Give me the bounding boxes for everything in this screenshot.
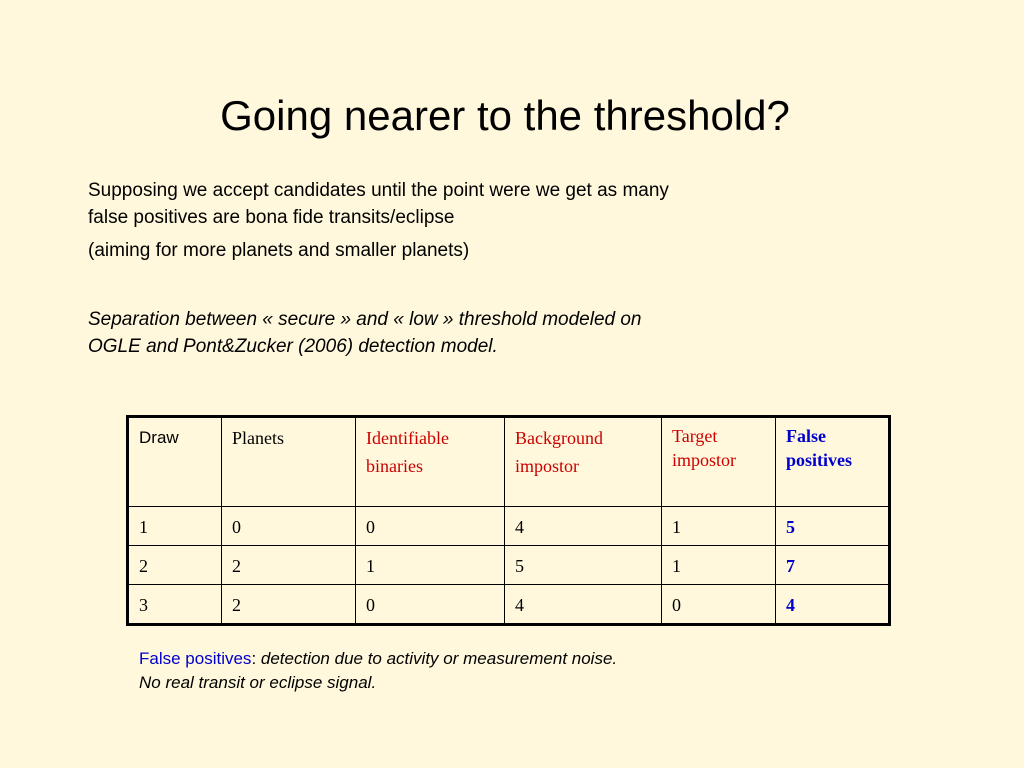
separation-paragraph (88, 306, 808, 360)
slide-title: Going nearer to the threshold? (220, 92, 790, 139)
header-target-line-2: impostor (672, 450, 737, 470)
cell-false-positives: 7 (776, 546, 890, 585)
table-header-row (128, 417, 890, 507)
header-false-line-1: False (786, 426, 826, 446)
table-row (128, 507, 890, 546)
cell-draw: 3 (128, 585, 222, 625)
footnote-term: False positives (139, 649, 252, 668)
footnote-definition-2: No real transit or eclipse signal. (139, 673, 377, 692)
separation-line-2: OGLE and Pont&Zucker (2006) detection model. (88, 336, 498, 357)
cell-background-impostor: 4 (505, 585, 662, 625)
header-target-line-1: Target (672, 426, 718, 446)
intro-paragraph (88, 177, 808, 231)
header-background-line-2: impostor (515, 456, 580, 476)
cell-planets: 0 (222, 507, 356, 546)
header-planets (222, 417, 356, 507)
cell-planets: 2 (222, 585, 356, 625)
header-background-impostor (505, 417, 662, 507)
header-planets-label: Planets (232, 428, 284, 448)
header-draw-label: Draw (139, 428, 179, 447)
cell-target-impostor: 1 (662, 507, 776, 546)
cell-identifiable-binaries: 1 (356, 546, 505, 585)
cell-background-impostor: 5 (505, 546, 662, 585)
header-background-line-1: Background (515, 428, 603, 448)
cell-planets: 2 (222, 546, 356, 585)
aim-paragraph: (aiming for more planets and smaller planets) (88, 240, 470, 261)
cell-target-impostor: 0 (662, 585, 776, 625)
table-row (128, 546, 890, 585)
cell-false-positives: 4 (776, 585, 890, 625)
header-identifiable-binaries (356, 417, 505, 507)
cell-identifiable-binaries: 0 (356, 507, 505, 546)
header-draw (128, 417, 222, 507)
results-table (126, 415, 891, 626)
header-identifiable-line-1: Identifiable (366, 428, 449, 448)
intro-line-1: Supposing we accept candidates until the point were we get as many (88, 180, 669, 201)
header-target-impostor (662, 417, 776, 507)
intro-line-2: false positives are bona fide transits/eclipse (88, 207, 455, 228)
header-identifiable-line-2: binaries (366, 456, 423, 476)
cell-false-positives: 5 (776, 507, 890, 546)
footnote-colon: : (251, 649, 257, 668)
cell-background-impostor: 4 (505, 507, 662, 546)
header-false-line-2: positives (786, 450, 853, 470)
table-row (128, 585, 890, 625)
footnote (139, 647, 617, 695)
cell-draw: 1 (128, 507, 222, 546)
footnote-definition-1: detection due to activity or measurement noise. (256, 649, 618, 668)
cell-draw: 2 (128, 546, 222, 585)
cell-target-impostor: 1 (662, 546, 776, 585)
separation-line-1: Separation between « secure » and « low » threshold modeled on (88, 309, 642, 330)
cell-identifiable-binaries: 0 (356, 585, 505, 625)
header-false-positives (776, 417, 890, 507)
